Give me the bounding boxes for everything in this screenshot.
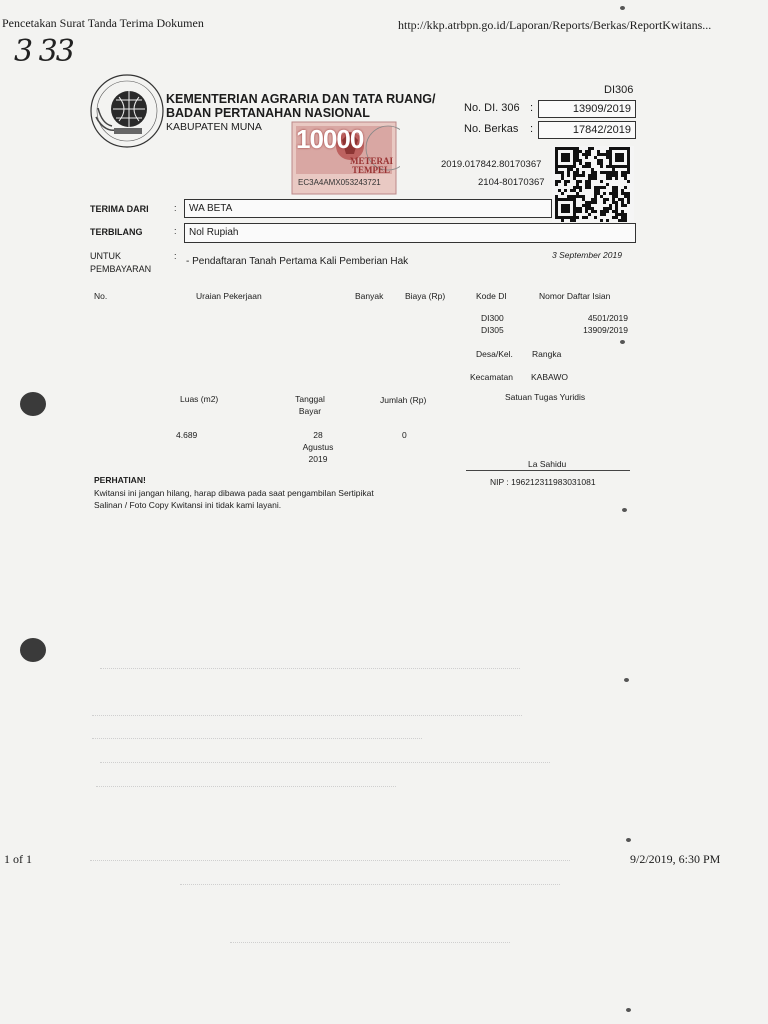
- punch-hole-bottom: [20, 638, 46, 662]
- scan-speck: [624, 678, 629, 682]
- no-berkas-box: [538, 121, 636, 139]
- signer-nip: NIP : 196212311983031081: [490, 477, 596, 487]
- kode-row-2-kode: DI305: [481, 325, 504, 335]
- print-page-title: Pencetakan Surat Tanda Terima Dokumen: [2, 16, 204, 30]
- no-berkas-colon: :: [530, 123, 534, 135]
- terbilang-box: [184, 223, 636, 243]
- no-berkas-value: 17842/2019: [572, 124, 631, 136]
- value-jumlah: 0: [402, 430, 407, 440]
- terbilang-value: Nol Rupiah: [189, 227, 239, 238]
- print-datetime: 9/2/2019, 6:30 PM: [630, 852, 721, 866]
- no-berkas-label: No. Berkas: [464, 123, 519, 135]
- signer-name: La Sahidu: [528, 459, 567, 469]
- agency-line1: KEMENTERIAN AGRARIA DAN TATA RUANG/: [166, 92, 436, 106]
- untuk-pembayaran-value: - Pendaftaran Tanah Pertama Kali Pemberian Hak: [186, 256, 409, 267]
- no-di-306-box: [538, 100, 636, 118]
- stamp-serial: EC3A4AMX053243721: [298, 178, 381, 187]
- stamp-denomination: 10000: [296, 124, 364, 154]
- scan-speck: [626, 1008, 631, 1012]
- qr-code-line2: 2104-80170367: [478, 177, 545, 188]
- scan-noise: [230, 942, 510, 943]
- kecamatan-label: Kecamatan: [470, 372, 513, 382]
- header-no: No.: [94, 291, 108, 301]
- terbilang-label: TERBILANG: [90, 227, 143, 237]
- desa-kel-value: Rangka: [532, 349, 562, 359]
- terima-dari-colon: :: [174, 203, 177, 213]
- scan-noise: [96, 786, 396, 787]
- qr-code-line1: 2019.017842.80170367: [441, 159, 542, 170]
- header-biaya: Biaya (Rp): [405, 291, 446, 301]
- agency-line3: KABUPATEN MUNA: [166, 121, 262, 133]
- perhatian-title: PERHATIAN!: [94, 475, 146, 485]
- untuk-label: UNTUK: [90, 251, 121, 261]
- signature-line: [466, 470, 630, 471]
- value-luas: 4.689: [176, 430, 198, 440]
- receipt-date: 3 September 2019: [552, 250, 622, 260]
- qr-code: [552, 146, 634, 227]
- pembayaran-label: PEMBAYARAN: [90, 264, 152, 274]
- punch-hole-top: [20, 392, 46, 416]
- scan-noise: [92, 738, 422, 739]
- scan-noise: [100, 762, 550, 763]
- no-di-306-value: 13909/2019: [572, 103, 631, 115]
- header-tanggal: Tanggal: [295, 394, 325, 404]
- kode-row-1-kode: DI300: [481, 313, 504, 323]
- header-bayar: Bayar: [298, 406, 322, 416]
- terima-dari-box: [184, 199, 552, 218]
- agency-line2: BADAN PERTANAHAN NASIONAL: [166, 106, 370, 120]
- header-uraian: Uraian Pekerjaan: [196, 291, 262, 301]
- value-tanggal-day: 28: [313, 430, 323, 440]
- kode-row-1-nomor: 4501/2019: [587, 313, 628, 323]
- scan-noise: [90, 860, 570, 861]
- stamp-line2: TEMPEL: [352, 165, 391, 175]
- header-jumlah: Jumlah (Rp): [380, 395, 427, 405]
- scan-speck: [626, 838, 631, 842]
- header-nomor-daftar-isian: Nomor Daftar Isian: [539, 291, 611, 301]
- untuk-pembayaran-colon: :: [174, 251, 177, 261]
- header-banyak: Banyak: [355, 291, 384, 301]
- kecamatan-value: KABAWO: [531, 372, 568, 382]
- page-number: 1 of 1: [4, 852, 32, 866]
- stamp-line1: METERAI: [350, 156, 394, 166]
- kode-row-2-nomor: 13909/2019: [583, 325, 628, 335]
- scan-noise: [180, 884, 560, 885]
- scan-speck: [622, 508, 627, 512]
- terima-dari-label: TERIMA DARI: [90, 204, 149, 214]
- form-code: DI306: [604, 84, 634, 96]
- header-kode-di: Kode DI: [476, 291, 507, 301]
- perhatian-line1: Kwitansi ini jangan hilang, harap dibawa pada saat pengambilan Sertipikat: [94, 488, 374, 498]
- no-di-306-label: No. DI. 306: [464, 102, 520, 114]
- scan-noise: [92, 715, 522, 716]
- value-tanggal-year: 2019: [308, 454, 328, 464]
- terbilang-colon: :: [174, 226, 177, 236]
- desa-kel-label: Desa/Kel.: [476, 349, 513, 359]
- bpn-logo: [86, 72, 168, 155]
- header-luas: Luas (m2): [180, 394, 219, 404]
- value-tanggal-month: Agustus: [302, 442, 334, 452]
- terima-dari-value: WA BETA: [189, 203, 233, 214]
- satuan-tugas: Satuan Tugas Yuridis: [505, 392, 586, 402]
- meterai-stamp: [290, 118, 400, 198]
- no-di-306-colon: :: [530, 102, 534, 114]
- scan-speck: [620, 340, 625, 344]
- print-url: http://kkp.atrbpn.go.id/Laporan/Reports/Berkas/ReportKwitans...: [398, 18, 712, 32]
- handwritten-number: 3 33: [14, 34, 73, 69]
- scan-noise: [100, 668, 520, 669]
- scan-speck: [620, 6, 625, 10]
- perhatian-line2: Salinan / Foto Copy Kwitansi ini tidak kami layani.: [94, 500, 282, 510]
